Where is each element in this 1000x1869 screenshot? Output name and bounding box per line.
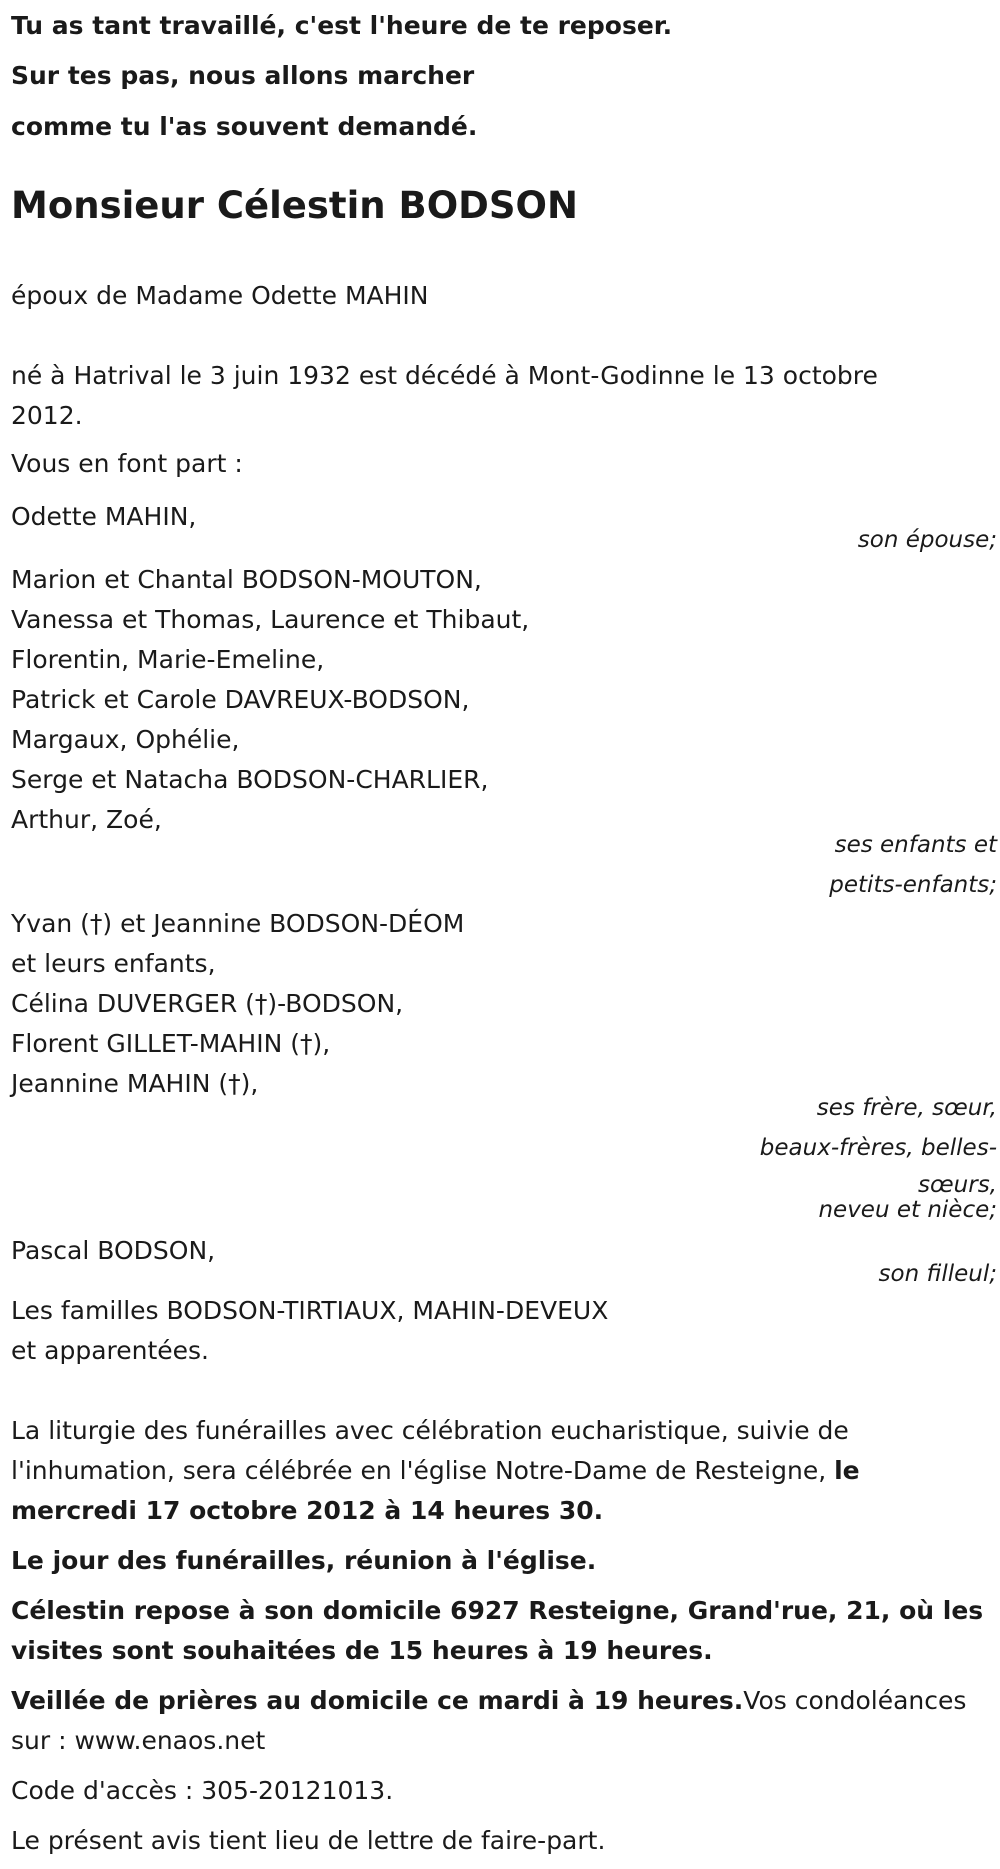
siblings-name-line: Jeannine MAHIN (†), — [11, 1069, 259, 1098]
other-families-line: Les familles BODSON-TIRTIAUX, MAHIN-DEVEUX — [11, 1296, 609, 1325]
condolences-website: sur : www.enaos.net — [11, 1726, 266, 1755]
funeral-date-time: mercredi 17 octobre 2012 à 14 heures 30. — [11, 1496, 604, 1525]
siblings-name-line: Florent GILLET-MAHIN (†), — [11, 1029, 331, 1058]
deceased-name-heading: Monsieur Célestin BODSON — [11, 184, 578, 227]
vigil-info: Veillée de prières au domicile ce mardi à 19 heures. — [11, 1686, 744, 1715]
children-name-line: Margaux, Ophélie, — [11, 725, 240, 754]
funeral-line-1: La liturgie des funérailles avec célébration eucharistique, suivie de — [11, 1416, 849, 1445]
epitaph-line-1: Tu as tant travaillé, c'est l'heure de te reposer. — [11, 11, 673, 40]
condolences-label: Vos condoléances — [743, 1686, 967, 1715]
siblings-relation-line: ses frère, sœur, — [816, 1095, 997, 1121]
children-relation-line: petits-enfants; — [829, 872, 997, 898]
funeral-location-text: l'inhumation, sera célébrée en l'église Notre-Dame de Resteigne, — [11, 1456, 835, 1485]
closing-note: Le présent avis tient lieu de lettre de faire-part. — [11, 1826, 606, 1855]
spouse-line: époux de Madame Odette MAHIN — [11, 281, 429, 310]
rest-info-line-2: visites sont souhaitées de 15 heures à 19 heures. — [11, 1636, 713, 1665]
children-name-line: Patrick et Carole DAVREUX-BODSON, — [11, 685, 470, 714]
children-name-line: Florentin, Marie-Emeline, — [11, 645, 325, 674]
access-code: Code d'accès : 305-20121013. — [11, 1776, 394, 1805]
epitaph-line-3: comme tu l'as souvent demandé. — [11, 112, 478, 141]
godson-name: Pascal BODSON, — [11, 1236, 216, 1265]
children-name-line: Arthur, Zoé, — [11, 805, 162, 834]
siblings-name-line: et leurs enfants, — [11, 949, 216, 978]
siblings-name-line: Yvan (†) et Jeannine BODSON-DÉOM — [11, 909, 465, 938]
siblings-relation-line: beaux-frères, belles- — [759, 1135, 997, 1161]
children-name-line: Vanessa et Thomas, Laurence et Thibaut, — [11, 605, 530, 634]
epitaph-line-2: Sur tes pas, nous allons marcher — [11, 61, 475, 90]
vigil-line-1 — [11, 1681, 966, 1721]
spouse-relation: son épouse; — [857, 527, 997, 553]
announcement-intro: Vous en font part : — [11, 449, 243, 478]
birth-death-line-2: 2012. — [11, 401, 83, 430]
birth-death-line-1: né à Hatrival le 3 juin 1932 est décédé à Mont-Godinne le 13 octobre — [11, 361, 878, 390]
meeting-info: Le jour des funérailles, réunion à l'église. — [11, 1546, 597, 1575]
other-families-line: et apparentées. — [11, 1336, 209, 1365]
godson-relation: son filleul; — [878, 1261, 997, 1287]
siblings-relation-line: neveu et nièce; — [818, 1197, 997, 1223]
children-name-line: Marion et Chantal BODSON-MOUTON, — [11, 565, 482, 594]
siblings-name-line: Célina DUVERGER (†)-BODSON, — [11, 989, 404, 1018]
funeral-date-start: le — [834, 1456, 860, 1485]
siblings-relation-line: sœurs, — [918, 1172, 997, 1198]
funeral-line-2 — [11, 1451, 860, 1491]
children-relation-line: ses enfants et — [834, 832, 997, 858]
rest-info-line-1: Célestin repose à son domicile 6927 Resteigne, Grand'rue, 21, où les — [11, 1596, 984, 1625]
spouse-name: Odette MAHIN, — [11, 502, 197, 531]
children-name-line: Serge et Natacha BODSON-CHARLIER, — [11, 765, 489, 794]
